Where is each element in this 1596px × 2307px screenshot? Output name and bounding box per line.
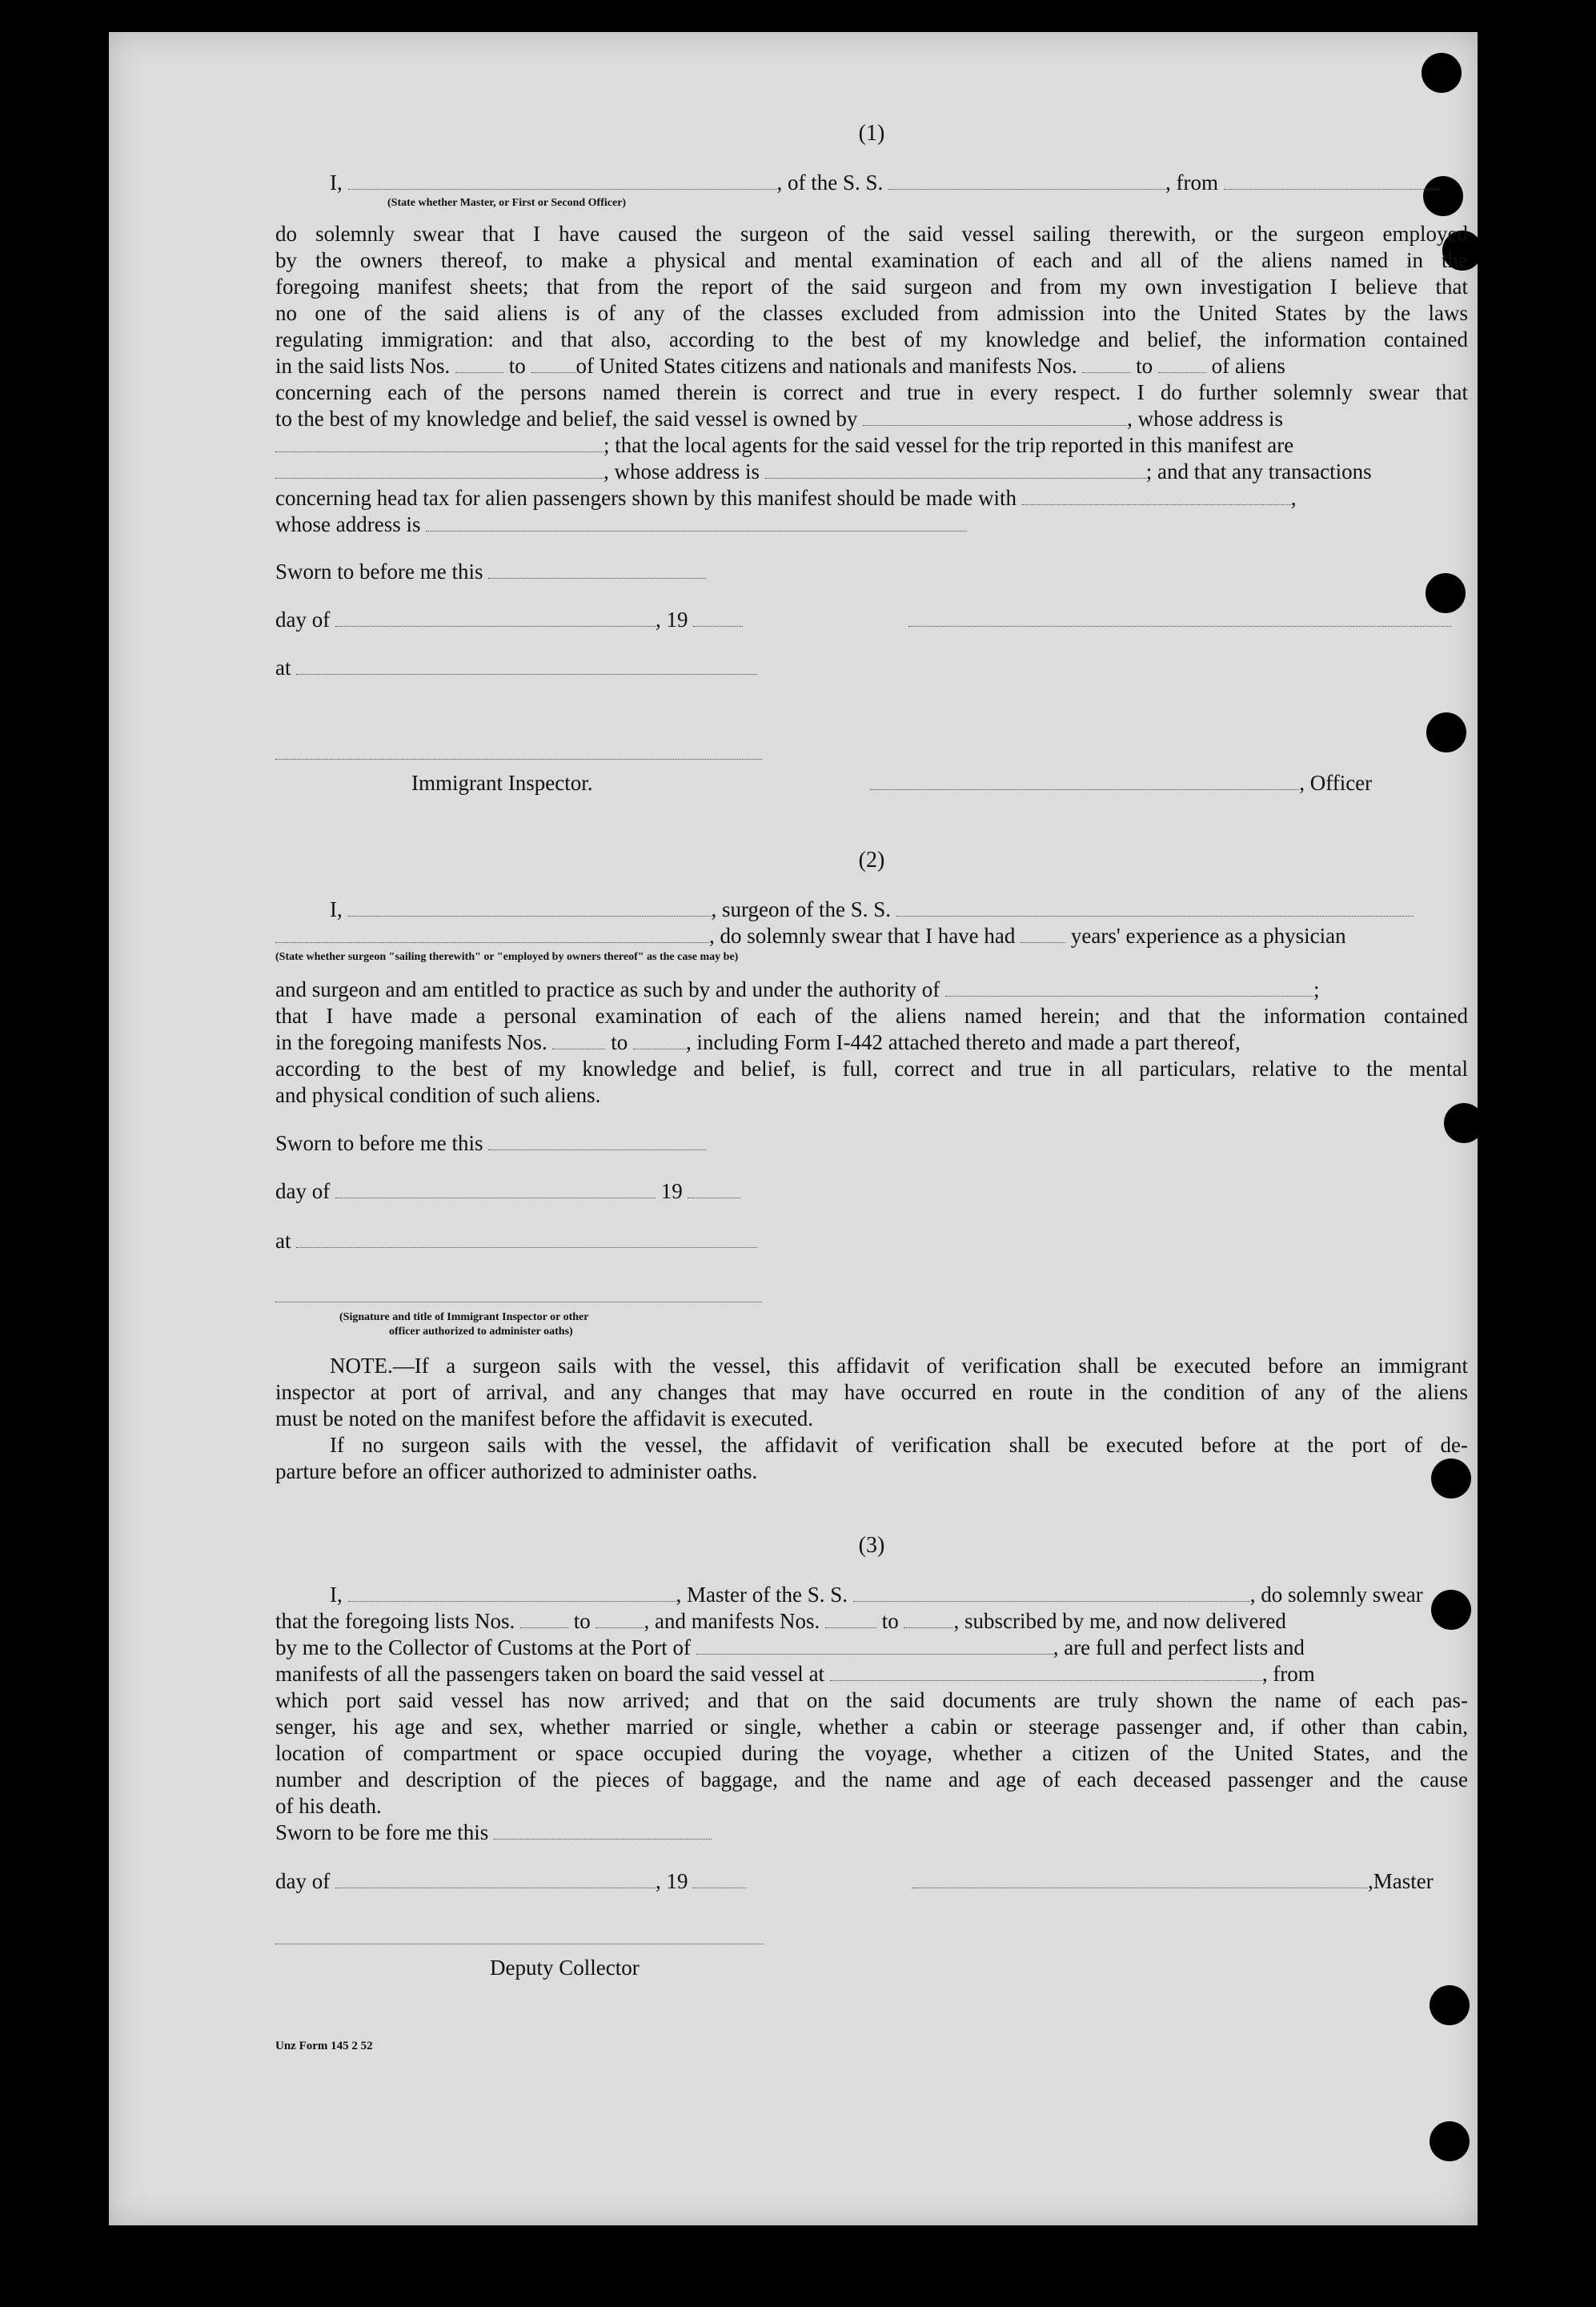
section-1-text: foregoing manifest sheets; that from the report of the said surgeon and from my own investigation I believe that — [275, 275, 1468, 299]
section-1-text: do solemnly swear that I have caused the surgeon of the said vessel sailing therewith, or the surgeon employed — [275, 222, 1468, 246]
from-port-field[interactable] — [1224, 171, 1440, 190]
owner-field[interactable] — [863, 407, 1127, 426]
master-signature-field[interactable] — [912, 1870, 1368, 1888]
section-3-text: which port said vessel has now arrived; and that on the said documents are truly shown the name of each pas- — [275, 1688, 1468, 1712]
surgeon-note: (State whether surgeon "sailing therewith" or "employed by owners thereof" as the case may be) — [275, 951, 739, 963]
punch-hole — [1430, 1985, 1470, 2025]
officer-signature-top-field[interactable] — [908, 608, 1451, 627]
section-1-number: (1) — [858, 121, 885, 146]
s2-signature-field[interactable] — [275, 1284, 762, 1302]
note-text: inspector at port of arrival, and any changes that may have occurred en route in the condition of any of the aliens — [275, 1380, 1468, 1404]
officer-label: , Officer — [1299, 771, 1373, 795]
section-2-text: that I have made a personal examination of each of the aliens named herein; and that the information contained — [275, 1004, 1468, 1028]
s3-lists-to-field[interactable] — [595, 1610, 644, 1628]
years-field[interactable] — [1021, 925, 1065, 943]
officer-rank-field[interactable] — [348, 171, 777, 190]
punch-hole — [1430, 2121, 1470, 2161]
officer-signature-field[interactable] — [870, 772, 1299, 790]
section-1-agents-address-line: , whose address is ; and that any transactions — [275, 459, 1468, 485]
master-note: (State whether Master, or First or Second Officer) — [387, 197, 627, 209]
s2-sworn-line: Sworn to before me this — [275, 1130, 1468, 1157]
s2-day-of-line: day of 19 — [275, 1178, 1468, 1205]
note-text: must be noted on the manifest before the affidavit is executed. — [275, 1406, 814, 1430]
section-3-line-2: that the foregoing lists Nos. to , and manifests Nos. to , subscribed by me, and now delivered — [275, 1609, 1286, 1633]
form-number: Unz Form 145 2 52 — [275, 2040, 373, 2052]
manifests-to-field[interactable] — [1158, 355, 1206, 373]
section-1-lists-line: in the said lists Nos. to of United States citizens and nationals and manifests Nos. to of aliens — [275, 354, 1285, 378]
agents-address-field[interactable] — [765, 460, 1146, 479]
signature-labels — [275, 770, 1468, 796]
section-3-text: location of compartment or space occupied during the voyage, whether a citizen of the United States, and the — [275, 1741, 1468, 1765]
sig-note-2: officer authorized to administer oaths) — [389, 1326, 573, 1338]
collector-port-field[interactable] — [696, 1636, 1053, 1655]
section-1-agents-line: ; that the local agents for the said vessel for the trip reported in this manifest are — [275, 432, 1468, 459]
at-field[interactable] — [296, 656, 757, 675]
section-2-line-1: I, , surgeon of the S. S. — [275, 897, 1468, 923]
note-text: parture before an officer authorized to administer oaths. — [275, 1459, 758, 1483]
section-1-text: regulating immigration: and that also, according to the best of my knowledge and belief, the information contained — [275, 327, 1468, 351]
section-2-line-2: , do solemnly swear that I have had years' experience as a physician — [275, 923, 1468, 949]
note-text: If no surgeon sails with the vessel, the affidavit of verification shall be executed before at the port of de- — [330, 1433, 1468, 1457]
sworn-line: Sworn to before me this — [275, 559, 1468, 585]
section-3-text: number and description of the pieces of baggage, and the name and age of each deceased passenger and the cause — [275, 1767, 1468, 1791]
section-1-headtax-line: concerning head tax for alien passengers shown by this manifest should be made with , — [275, 486, 1297, 510]
s2-year-field[interactable] — [688, 1180, 740, 1198]
at-line: at — [275, 655, 1468, 681]
master-ship-field[interactable] — [853, 1583, 1250, 1602]
section-1-owner-line: to the best of my knowledge and belief, the said vessel is owned by , whose address is — [275, 407, 1284, 431]
s2-manifests-to-field[interactable] — [633, 1031, 686, 1049]
s3-year-field[interactable] — [693, 1870, 746, 1888]
section-3-line-3: by me to the Collector of Customs at the Port of , are full and perfect lists and — [275, 1635, 1305, 1659]
deputy-signature-line — [275, 1924, 1468, 1951]
section-1-text: by the owners thereof, to make a physical and mental examination of each and all of the aliens named in the — [275, 248, 1468, 272]
s2-sworn-field[interactable] — [488, 1132, 706, 1150]
section-1-line-1: I, , of the S. S. , from — [275, 170, 1468, 196]
s3-manifests-to-field[interactable] — [904, 1610, 953, 1628]
section-3-line-1: I, , Master of the S. S. , do solemnly swear — [330, 1583, 1423, 1607]
headtax-address-field[interactable] — [426, 513, 967, 532]
inspector-label: Immigrant Inspector. — [411, 771, 593, 795]
surgeon-type-field[interactable] — [275, 925, 709, 943]
s3-day-of-line: day of , 19 ,Master — [275, 1869, 1434, 1893]
section-2-text: and physical condition of such aliens. — [275, 1083, 601, 1107]
section-3-line-4: manifests of all the passengers taken on board the said vessel at , from — [275, 1662, 1315, 1686]
section-1-whose-address-line: whose address is — [275, 512, 1468, 538]
s2-signature-line — [275, 1282, 1468, 1309]
master-label: ,Master — [1367, 1869, 1434, 1893]
s3-sworn-field[interactable] — [494, 1821, 712, 1840]
headtax-contact-field[interactable] — [1022, 487, 1291, 505]
inspector-signature-field[interactable] — [275, 741, 762, 760]
section-2-text: according to the best of my knowledge and belief, is full, correct and true in all particulars, relative to the mental — [275, 1057, 1468, 1081]
section-2-number: (2) — [858, 848, 885, 873]
deputy-label: Deputy Collector — [490, 1956, 640, 1980]
s2-at-field[interactable] — [296, 1230, 757, 1248]
section-2-line-3: and surgeon and am entitled to practice as such by and under the authority of ; — [275, 977, 1320, 1001]
master-name-field[interactable] — [348, 1583, 676, 1602]
deputy-label-row — [275, 1955, 1468, 1981]
section-1-text: no one of the said aliens is of any of the classes excluded from admission into the United States by the laws — [275, 301, 1468, 325]
lists-to-field[interactable] — [531, 355, 576, 373]
surgeon-ship-field[interactable] — [896, 898, 1414, 917]
sig-note-1: (Signature and title of Immigrant Inspector or other — [339, 1311, 589, 1323]
section-2-manifests-line: in the foregoing manifests Nos. to , including Form I-442 attached thereto and made a part thereof, — [275, 1030, 1241, 1054]
s3-sworn-line: Sworn to be fore me this — [275, 1820, 1468, 1846]
agents-field[interactable] — [275, 460, 604, 479]
s2-at-line: at — [275, 1228, 1468, 1254]
s3-day-of-field[interactable] — [335, 1870, 656, 1888]
authority-field[interactable] — [945, 978, 1313, 997]
sworn-field[interactable] — [488, 560, 706, 579]
section-3-text: senger, his age and sex, whether married or single, whether a cabin or steerage passenger and, if other than cabin, — [275, 1715, 1468, 1739]
year-field[interactable] — [693, 608, 743, 627]
s2-manifests-from-field[interactable] — [552, 1031, 605, 1049]
section-3-number: (3) — [858, 1533, 885, 1558]
form-sheet — [109, 32, 1478, 2225]
punch-hole — [1422, 53, 1462, 93]
section-3-text: of his death. — [275, 1794, 382, 1818]
note-text: NOTE.—If a surgeon sails with the vessel, this affidavit of verification shall be executed before an immigrant — [330, 1354, 1468, 1378]
lists-from-field[interactable] — [455, 355, 503, 373]
ship-name-field[interactable] — [888, 171, 1165, 190]
day-of-line: day of , 19 — [275, 607, 1468, 633]
boarding-port-field[interactable] — [830, 1663, 1262, 1681]
section-1-text: concerning each of the persons named therein is correct and true in every respect. I do further solemnly swear that — [275, 380, 1468, 404]
owner-address-field[interactable] — [275, 434, 604, 452]
s3-manifests-from-field[interactable] — [825, 1610, 876, 1628]
surgeon-name-field[interactable] — [348, 898, 712, 917]
deputy-signature-field[interactable] — [275, 1926, 764, 1944]
inspector-signature-line — [275, 740, 1468, 766]
s2-day-of-field[interactable] — [335, 1180, 656, 1198]
manifests-from-field[interactable] — [1082, 355, 1130, 373]
s3-lists-from-field[interactable] — [520, 1610, 568, 1628]
day-of-field[interactable] — [335, 608, 656, 627]
